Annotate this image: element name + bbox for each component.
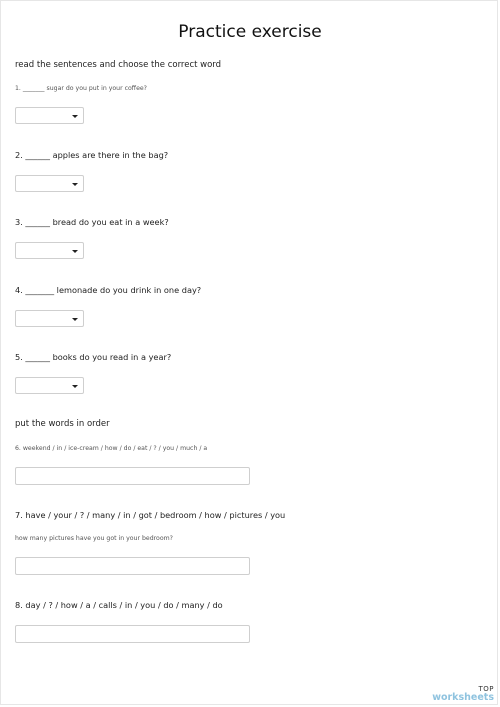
section-2-instruction: put the words in order	[15, 419, 110, 429]
chevron-down-icon	[72, 318, 78, 321]
page-title: Practice exercise	[178, 22, 322, 42]
question-2-text: 2. ______ apples are there in the bag?	[15, 150, 169, 160]
question-4-text: 4. _______ lemonade do you drink in one day?	[15, 285, 202, 295]
question-7-text: 7. have / your / ? / many / in / got / bedroom / how / pictures / you	[15, 510, 286, 520]
question-5-text: 5. ______ books do you read in a year?	[15, 352, 172, 362]
question-5-answer-select[interactable]	[15, 377, 84, 394]
logo-bottom-text: worksheets	[432, 691, 494, 703]
question-6-answer-input[interactable]	[15, 467, 250, 485]
question-7-answer-input[interactable]	[15, 557, 250, 575]
section-1-instruction: read the sentences and choose the correct word	[15, 60, 222, 70]
chevron-down-icon	[72, 250, 78, 253]
logo-top-text: TOP	[478, 684, 494, 693]
chevron-down-icon	[72, 183, 78, 186]
question-7-example-text: how many pictures have you got in your bedroom?	[15, 535, 173, 542]
question-2-answer-select[interactable]	[15, 175, 84, 192]
question-3-text: 3. ______ bread do you eat in a week?	[15, 217, 169, 227]
question-3-answer-select[interactable]	[15, 242, 84, 259]
question-1-text: 1. _______ sugar do you put in your coffee?	[15, 85, 147, 92]
question-4-answer-select[interactable]	[15, 310, 84, 327]
question-8-answer-input[interactable]	[15, 625, 250, 643]
question-8-text: 8. day / ? / how / a / calls / in / you / do / many / do	[15, 600, 223, 610]
question-6-text: 6. weekend / in / ice-cream / how / do / eat / ? / you / much / a	[15, 445, 208, 452]
topworksheets-logo[interactable]	[432, 686, 494, 703]
question-1-answer-select[interactable]	[15, 107, 84, 124]
chevron-down-icon	[72, 115, 78, 118]
chevron-down-icon	[72, 385, 78, 388]
